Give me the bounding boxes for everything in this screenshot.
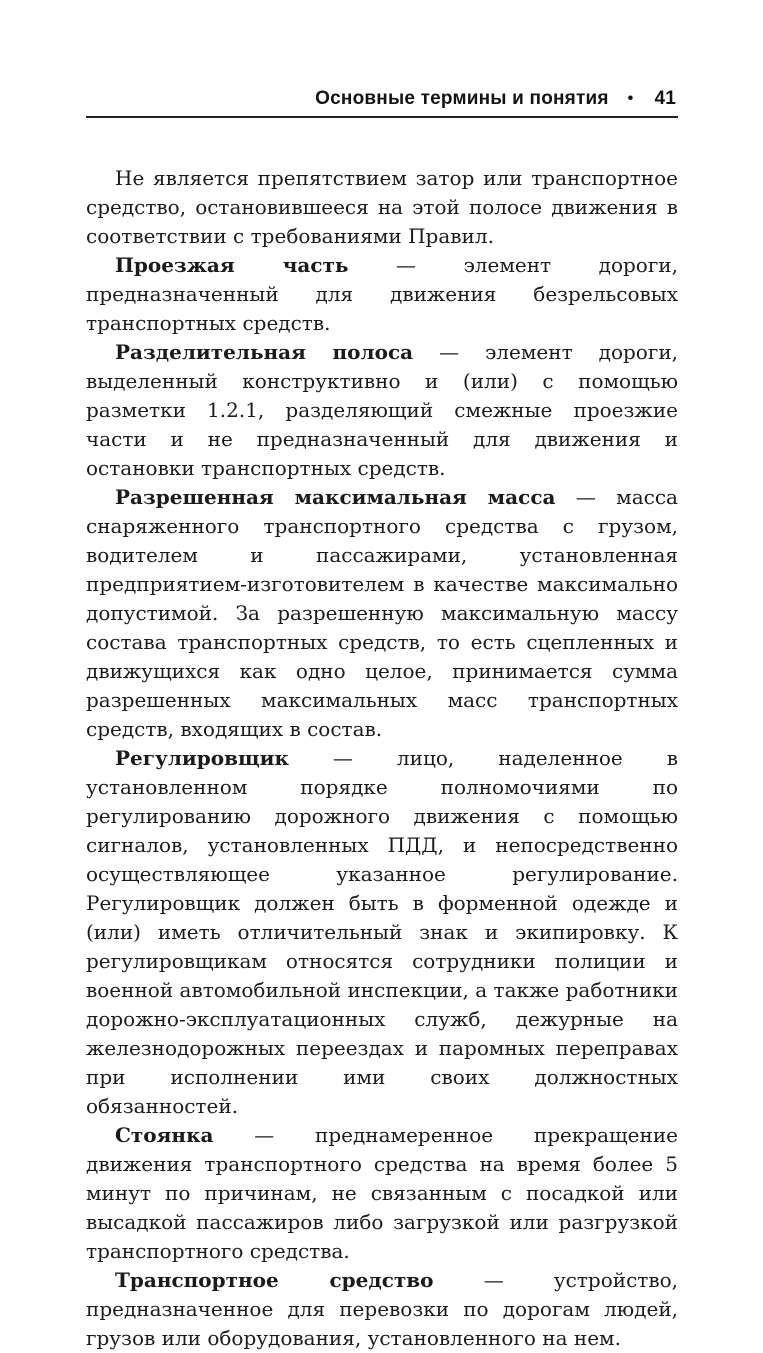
definition-paragraph — [86, 164, 678, 251]
header-bullet: • — [627, 90, 634, 107]
definition-text: — элемент дороги, выделенный конструктивно и (или) с помощью разметки 1.2.1, разделяющий смежные проезжие части и не предназначенный для движения и остановки транспортных средств. — [86, 340, 679, 480]
header-rule — [86, 116, 678, 118]
term-label: Проезжая часть — [115, 253, 349, 277]
definition-paragraph — [86, 744, 678, 1121]
definition-text: — преднамеренное прекращение движения транспортного средства на время более 5 минут по причинам, не связанным с посадкой или высадкой пассажиров либо загрузкой или разгрузкой транспортного средства. — [86, 1123, 678, 1263]
definition-paragraph — [86, 1121, 678, 1266]
definition-paragraph — [86, 483, 678, 744]
term-label: Разрешенная максимальная масса — [115, 485, 556, 509]
term-label: Регулировщик — [115, 746, 289, 770]
term-label: Разделительная полоса — [115, 340, 414, 364]
definition-text: — устройство, предназначенное для перевозки по дорогам людей, грузов или оборудования, установленного на нем. — [86, 1268, 678, 1350]
page-header — [86, 88, 678, 118]
definition-text: Не является препятствием затор или транспортное средство, остановившееся на этой полосе движения в соответствии с требованиями Правил. — [86, 166, 678, 248]
term-label: Транспортное средство — [115, 1268, 434, 1292]
term-label: Стоянка — [115, 1123, 214, 1147]
page-content — [86, 0, 678, 1353]
page-number: 41 — [654, 88, 676, 109]
running-head-title: Основные термины и понятия — [315, 88, 609, 109]
page-body — [86, 164, 678, 1353]
definition-paragraph — [86, 338, 678, 483]
definition-paragraph — [86, 251, 678, 338]
definition-text: — масса снаряженного транспортного средства с грузом, водителем и пассажирами, установленная предприятием-изготовителем в качестве максимально допустимой. За разрешенную максимальную массу состава транспортных средств, то есть сцепленных и движущихся как одно целое, принимается сумма разрешенных максимальных масс транспортных средств, входящих в состав. — [86, 485, 678, 741]
definition-text: — лицо, наделенное в установленном порядке полномочиями по регулированию дорожного движения с помощью сигналов, установленных ПДД, и непосредственно осуществляющее указанное регулирование. Регулировщик должен быть в форменной одежде и (или) иметь отличительный знак и экипировку. К регулировщикам относятся сотрудники полиции и военной автомобильной инспекции, а также работники дорожно-эксплуатационных служб, дежурные на железнодорожных переездах и паромных переправах при исполнении ими своих должностных обязанностей. — [86, 746, 678, 1118]
running-head — [86, 88, 678, 111]
definition-paragraph — [86, 1266, 678, 1353]
definition-text: — элемент дороги, предназначенный для движения безрельсовых транспортных средств. — [86, 253, 678, 335]
